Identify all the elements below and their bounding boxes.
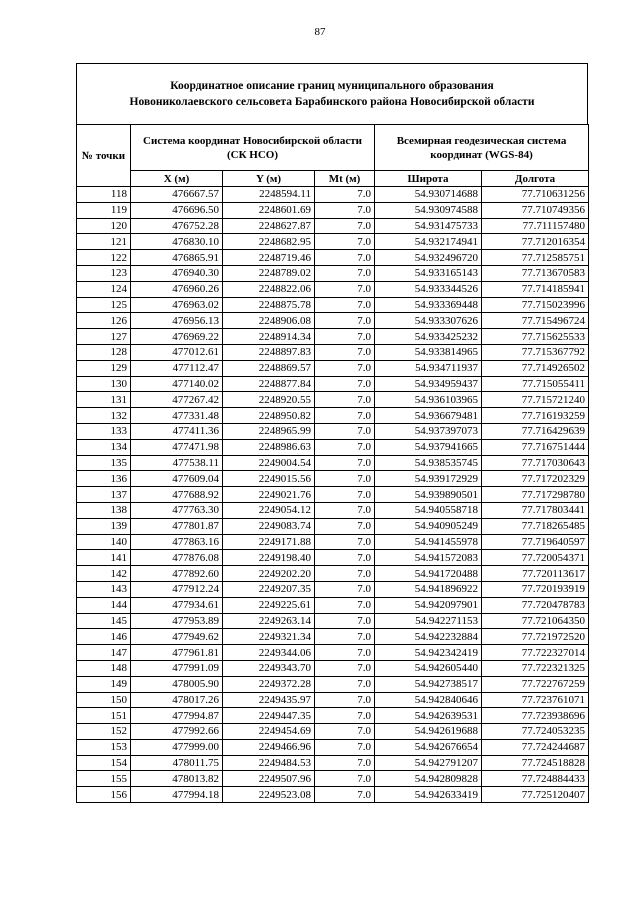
- cell-x: 477912.24: [131, 581, 223, 597]
- cell-point-no: 125: [77, 297, 131, 313]
- cell-x: 477267.42: [131, 392, 223, 408]
- cell-x: 477992.66: [131, 724, 223, 740]
- cell-longitude: 77.717030643: [482, 455, 589, 471]
- cell-y: 2249344.06: [223, 645, 315, 661]
- cell-y: 2249207.35: [223, 581, 315, 597]
- table-row: [77, 360, 589, 376]
- cell-x: 476865.91: [131, 250, 223, 266]
- cell-mt: 7.0: [315, 739, 375, 755]
- cell-mt: 7.0: [315, 313, 375, 329]
- table-row: [77, 471, 589, 487]
- cell-longitude: 77.724518828: [482, 755, 589, 771]
- cell-latitude: 54.942676654: [375, 739, 482, 755]
- cell-latitude: 54.933165143: [375, 265, 482, 281]
- cell-mt: 7.0: [315, 771, 375, 787]
- table-row: [77, 439, 589, 455]
- cell-x: 477801.87: [131, 518, 223, 534]
- cell-longitude: 77.720113617: [482, 566, 589, 582]
- cell-latitude: 54.942271153: [375, 613, 482, 629]
- cell-mt: 7.0: [315, 408, 375, 424]
- cell-point-no: 139: [77, 518, 131, 534]
- cell-longitude: 77.723938696: [482, 708, 589, 724]
- cell-latitude: 54.942097901: [375, 597, 482, 613]
- cell-point-no: 118: [77, 187, 131, 203]
- cell-mt: 7.0: [315, 471, 375, 487]
- cell-point-no: 147: [77, 645, 131, 661]
- cell-point-no: 146: [77, 629, 131, 645]
- cell-y: 2249447.35: [223, 708, 315, 724]
- cell-y: 2249225.61: [223, 597, 315, 613]
- cell-point-no: 151: [77, 708, 131, 724]
- cell-y: 2249083.74: [223, 518, 315, 534]
- cell-mt: 7.0: [315, 708, 375, 724]
- table-row: [77, 234, 589, 250]
- cell-latitude: 54.933814965: [375, 344, 482, 360]
- cell-x: 476830.10: [131, 234, 223, 250]
- cell-point-no: 134: [77, 439, 131, 455]
- cell-longitude: 77.715625533: [482, 329, 589, 345]
- cell-latitude: 54.942738517: [375, 676, 482, 692]
- cell-y: 2248877.84: [223, 376, 315, 392]
- cell-point-no: 133: [77, 423, 131, 439]
- cell-x: 477609.04: [131, 471, 223, 487]
- cell-point-no: 122: [77, 250, 131, 266]
- cell-point-no: 149: [77, 676, 131, 692]
- cell-point-no: 127: [77, 329, 131, 345]
- table-row: [77, 250, 589, 266]
- cell-longitude: 77.720054371: [482, 550, 589, 566]
- cell-y: 2248627.87: [223, 218, 315, 234]
- cell-point-no: 129: [77, 360, 131, 376]
- cell-latitude: 54.936679481: [375, 408, 482, 424]
- cell-latitude: 54.939890501: [375, 487, 482, 503]
- table-row: [77, 408, 589, 424]
- cell-longitude: 77.722767259: [482, 676, 589, 692]
- cell-x: 476969.22: [131, 329, 223, 345]
- cell-mt: 7.0: [315, 613, 375, 629]
- cell-y: 2249202.20: [223, 566, 315, 582]
- table-row: [77, 218, 589, 234]
- cell-x: 478013.82: [131, 771, 223, 787]
- cell-latitude: 54.941896922: [375, 581, 482, 597]
- cell-x: 476696.50: [131, 202, 223, 218]
- table-row: [77, 692, 589, 708]
- table-row: [77, 423, 589, 439]
- cell-longitude: 77.725120407: [482, 787, 589, 803]
- cell-y: 2249466.96: [223, 739, 315, 755]
- cell-longitude: 77.724884433: [482, 771, 589, 787]
- cell-point-no: 154: [77, 755, 131, 771]
- cell-y: 2248822.06: [223, 281, 315, 297]
- cell-y: 2248914.34: [223, 329, 315, 345]
- cell-latitude: 54.932174941: [375, 234, 482, 250]
- cell-x: 476956.13: [131, 313, 223, 329]
- header-y: Y (м): [223, 171, 315, 187]
- cell-x: 477112.47: [131, 360, 223, 376]
- cell-y: 2248719.46: [223, 250, 315, 266]
- table-row: [77, 629, 589, 645]
- table-row: [77, 313, 589, 329]
- cell-longitude: 77.714926502: [482, 360, 589, 376]
- table-row: [77, 502, 589, 518]
- cell-x: 477471.98: [131, 439, 223, 455]
- cell-longitude: 77.721972520: [482, 629, 589, 645]
- cell-y: 2248594.11: [223, 187, 315, 203]
- table-row: [77, 771, 589, 787]
- cell-y: 2249507.96: [223, 771, 315, 787]
- cell-point-no: 137: [77, 487, 131, 503]
- cell-x: 477538.11: [131, 455, 223, 471]
- cell-mt: 7.0: [315, 360, 375, 376]
- cell-point-no: 130: [77, 376, 131, 392]
- cell-y: 2248869.57: [223, 360, 315, 376]
- cell-point-no: 131: [77, 392, 131, 408]
- cell-point-no: 141: [77, 550, 131, 566]
- cell-mt: 7.0: [315, 297, 375, 313]
- cell-point-no: 135: [77, 455, 131, 471]
- cell-mt: 7.0: [315, 566, 375, 582]
- cell-x: 477991.09: [131, 660, 223, 676]
- cell-mt: 7.0: [315, 534, 375, 550]
- cell-y: 2248789.02: [223, 265, 315, 281]
- cell-mt: 7.0: [315, 344, 375, 360]
- cell-latitude: 54.933369448: [375, 297, 482, 313]
- table-row: [77, 487, 589, 503]
- cell-x: 477012.61: [131, 344, 223, 360]
- cell-latitude: 54.942639531: [375, 708, 482, 724]
- table-row: [77, 376, 589, 392]
- cell-point-no: 152: [77, 724, 131, 740]
- cell-x: 476960.26: [131, 281, 223, 297]
- cell-y: 2248950.82: [223, 408, 315, 424]
- cell-y: 2249198.40: [223, 550, 315, 566]
- cell-point-no: 153: [77, 739, 131, 755]
- cell-mt: 7.0: [315, 755, 375, 771]
- cell-point-no: 124: [77, 281, 131, 297]
- table-row: [77, 566, 589, 582]
- header-x: X (м): [131, 171, 223, 187]
- cell-longitude: 77.712585751: [482, 250, 589, 266]
- header-longitude: Долгота: [482, 171, 589, 187]
- cell-longitude: 77.717202329: [482, 471, 589, 487]
- table-row: [77, 344, 589, 360]
- cell-mt: 7.0: [315, 202, 375, 218]
- title-line-2: Новониколаевского сельсовета Барабинского района Новосибирской области: [129, 96, 535, 108]
- cell-y: 2249263.14: [223, 613, 315, 629]
- cell-y: 2249454.69: [223, 724, 315, 740]
- table-row: [77, 281, 589, 297]
- table-row: [77, 660, 589, 676]
- cell-y: 2248906.08: [223, 313, 315, 329]
- cell-point-no: 123: [77, 265, 131, 281]
- cell-mt: 7.0: [315, 376, 375, 392]
- cell-y: 2249372.28: [223, 676, 315, 692]
- cell-y: 2248682.95: [223, 234, 315, 250]
- cell-latitude: 54.942619688: [375, 724, 482, 740]
- cell-mt: 7.0: [315, 692, 375, 708]
- table-row: [77, 613, 589, 629]
- cell-longitude: 77.716193259: [482, 408, 589, 424]
- cell-latitude: 54.940905249: [375, 518, 482, 534]
- cell-mt: 7.0: [315, 787, 375, 803]
- header-mt: Mt (м): [315, 171, 375, 187]
- cell-latitude: 54.932496720: [375, 250, 482, 266]
- cell-longitude: 77.712016354: [482, 234, 589, 250]
- cell-longitude: 77.723761071: [482, 692, 589, 708]
- cell-mt: 7.0: [315, 645, 375, 661]
- cell-mt: 7.0: [315, 187, 375, 203]
- cell-latitude: 54.931475733: [375, 218, 482, 234]
- cell-longitude: 77.715367792: [482, 344, 589, 360]
- table-row: [77, 329, 589, 345]
- cell-longitude: 77.722327014: [482, 645, 589, 661]
- cell-longitude: 77.710631256: [482, 187, 589, 203]
- header-point-no: № точки: [77, 125, 131, 187]
- cell-latitude: 54.939172929: [375, 471, 482, 487]
- document-title: [76, 63, 588, 124]
- cell-latitude: 54.933307626: [375, 313, 482, 329]
- cell-x: 478011.75: [131, 755, 223, 771]
- cell-mt: 7.0: [315, 597, 375, 613]
- cell-x: 477140.02: [131, 376, 223, 392]
- cell-x: 476940.30: [131, 265, 223, 281]
- cell-mt: 7.0: [315, 502, 375, 518]
- cell-point-no: 126: [77, 313, 131, 329]
- cell-point-no: 144: [77, 597, 131, 613]
- cell-point-no: 119: [77, 202, 131, 218]
- cell-y: 2248965.99: [223, 423, 315, 439]
- cell-mt: 7.0: [315, 581, 375, 597]
- cell-x: 477953.89: [131, 613, 223, 629]
- cell-point-no: 128: [77, 344, 131, 360]
- table-row: [77, 297, 589, 313]
- cell-y: 2249054.12: [223, 502, 315, 518]
- cell-y: 2249021.76: [223, 487, 315, 503]
- cell-point-no: 150: [77, 692, 131, 708]
- cell-y: 2248986.63: [223, 439, 315, 455]
- table-row: [77, 676, 589, 692]
- cell-mt: 7.0: [315, 250, 375, 266]
- cell-longitude: 77.720193919: [482, 581, 589, 597]
- cell-longitude: 77.719640597: [482, 534, 589, 550]
- cell-x: 477994.18: [131, 787, 223, 803]
- cell-y: 2248920.55: [223, 392, 315, 408]
- cell-mt: 7.0: [315, 265, 375, 281]
- cell-point-no: 138: [77, 502, 131, 518]
- coordinates-document: [76, 63, 588, 803]
- table-body: [77, 187, 589, 803]
- cell-longitude: 77.721064350: [482, 613, 589, 629]
- cell-mt: 7.0: [315, 676, 375, 692]
- cell-longitude: 77.717803441: [482, 502, 589, 518]
- cell-mt: 7.0: [315, 281, 375, 297]
- page-number: 87: [314, 26, 326, 38]
- table-row: [77, 597, 589, 613]
- cell-mt: 7.0: [315, 455, 375, 471]
- cell-longitude: 77.716751444: [482, 439, 589, 455]
- cell-x: 477961.81: [131, 645, 223, 661]
- cell-latitude: 54.942605440: [375, 660, 482, 676]
- cell-y: 2248897.83: [223, 344, 315, 360]
- cell-latitude: 54.941572083: [375, 550, 482, 566]
- cell-latitude: 54.930714688: [375, 187, 482, 203]
- cell-y: 2249435.97: [223, 692, 315, 708]
- cell-longitude: 77.718265485: [482, 518, 589, 534]
- cell-mt: 7.0: [315, 629, 375, 645]
- cell-mt: 7.0: [315, 423, 375, 439]
- cell-point-no: 156: [77, 787, 131, 803]
- table-row: [77, 739, 589, 755]
- cell-latitude: 54.940558718: [375, 502, 482, 518]
- cell-x: 476752.28: [131, 218, 223, 234]
- cell-x: 477999.00: [131, 739, 223, 755]
- cell-x: 478005.90: [131, 676, 223, 692]
- cell-latitude: 54.942232884: [375, 629, 482, 645]
- cell-latitude: 54.937941665: [375, 439, 482, 455]
- table-row: [77, 518, 589, 534]
- cell-point-no: 136: [77, 471, 131, 487]
- cell-longitude: 77.724244687: [482, 739, 589, 755]
- cell-latitude: 54.942342419: [375, 645, 482, 661]
- table-row: [77, 265, 589, 281]
- table-row: [77, 202, 589, 218]
- cell-y: 2249015.56: [223, 471, 315, 487]
- cell-latitude: 54.934711937: [375, 360, 482, 376]
- cell-point-no: 155: [77, 771, 131, 787]
- table-row: [77, 645, 589, 661]
- cell-mt: 7.0: [315, 550, 375, 566]
- table-row: [77, 187, 589, 203]
- cell-longitude: 77.717298780: [482, 487, 589, 503]
- cell-latitude: 54.930974588: [375, 202, 482, 218]
- header-latitude: Широта: [375, 171, 482, 187]
- header-nso-system: Система координат Новосибирской области (СК НСО): [131, 125, 375, 171]
- cell-latitude: 54.937397073: [375, 423, 482, 439]
- cell-latitude: 54.941455978: [375, 534, 482, 550]
- cell-point-no: 121: [77, 234, 131, 250]
- cell-x: 477934.61: [131, 597, 223, 613]
- cell-point-no: 142: [77, 566, 131, 582]
- cell-x: 477331.48: [131, 408, 223, 424]
- table-row: [77, 755, 589, 771]
- cell-y: 2249343.70: [223, 660, 315, 676]
- cell-longitude: 77.716429639: [482, 423, 589, 439]
- table-row: [77, 392, 589, 408]
- cell-y: 2248601.69: [223, 202, 315, 218]
- cell-longitude: 77.714185941: [482, 281, 589, 297]
- table-row: [77, 581, 589, 597]
- cell-x: 477876.08: [131, 550, 223, 566]
- table-row: [77, 455, 589, 471]
- cell-latitude: 54.942809828: [375, 771, 482, 787]
- cell-latitude: 54.942840646: [375, 692, 482, 708]
- table-row: [77, 534, 589, 550]
- cell-mt: 7.0: [315, 218, 375, 234]
- table-row: [77, 550, 589, 566]
- cell-point-no: 145: [77, 613, 131, 629]
- cell-y: 2249171.88: [223, 534, 315, 550]
- cell-latitude: 54.933425232: [375, 329, 482, 345]
- cell-latitude: 54.942633419: [375, 787, 482, 803]
- cell-mt: 7.0: [315, 487, 375, 503]
- cell-longitude: 77.715055411: [482, 376, 589, 392]
- cell-point-no: 120: [77, 218, 131, 234]
- title-line-1: Координатное описание границ муниципального образования: [170, 80, 494, 92]
- cell-longitude: 77.711157480: [482, 218, 589, 234]
- cell-mt: 7.0: [315, 439, 375, 455]
- cell-longitude: 77.720478783: [482, 597, 589, 613]
- cell-x: 477994.87: [131, 708, 223, 724]
- cell-mt: 7.0: [315, 518, 375, 534]
- cell-x: 477863.16: [131, 534, 223, 550]
- cell-point-no: 132: [77, 408, 131, 424]
- cell-mt: 7.0: [315, 234, 375, 250]
- cell-x: 477892.60: [131, 566, 223, 582]
- cell-latitude: 54.942791207: [375, 755, 482, 771]
- cell-x: 477949.62: [131, 629, 223, 645]
- cell-latitude: 54.934959437: [375, 376, 482, 392]
- table-row: [77, 787, 589, 803]
- cell-x: 478017.26: [131, 692, 223, 708]
- cell-latitude: 54.941720488: [375, 566, 482, 582]
- cell-longitude: 77.713670583: [482, 265, 589, 281]
- cell-longitude: 77.724053235: [482, 724, 589, 740]
- cell-latitude: 54.938535745: [375, 455, 482, 471]
- cell-y: 2249484.53: [223, 755, 315, 771]
- table-row: [77, 724, 589, 740]
- cell-mt: 7.0: [315, 329, 375, 345]
- cell-x: 477411.36: [131, 423, 223, 439]
- cell-x: 477688.92: [131, 487, 223, 503]
- cell-mt: 7.0: [315, 392, 375, 408]
- cell-longitude: 77.710749356: [482, 202, 589, 218]
- cell-point-no: 140: [77, 534, 131, 550]
- cell-point-no: 143: [77, 581, 131, 597]
- cell-latitude: 54.933344526: [375, 281, 482, 297]
- cell-x: 476963.02: [131, 297, 223, 313]
- cell-y: 2249321.34: [223, 629, 315, 645]
- cell-longitude: 77.715496724: [482, 313, 589, 329]
- coordinates-table: [76, 124, 589, 803]
- cell-y: 2249004.54: [223, 455, 315, 471]
- cell-mt: 7.0: [315, 660, 375, 676]
- cell-x: 476667.57: [131, 187, 223, 203]
- cell-latitude: 54.936103965: [375, 392, 482, 408]
- cell-y: 2249523.08: [223, 787, 315, 803]
- cell-longitude: 77.722321325: [482, 660, 589, 676]
- table-row: [77, 708, 589, 724]
- cell-y: 2248875.78: [223, 297, 315, 313]
- cell-longitude: 77.715721240: [482, 392, 589, 408]
- cell-mt: 7.0: [315, 724, 375, 740]
- cell-longitude: 77.715023996: [482, 297, 589, 313]
- cell-point-no: 148: [77, 660, 131, 676]
- cell-x: 477763.30: [131, 502, 223, 518]
- header-wgs-system: Всемирная геодезическая система координат (WGS-84): [375, 125, 589, 171]
